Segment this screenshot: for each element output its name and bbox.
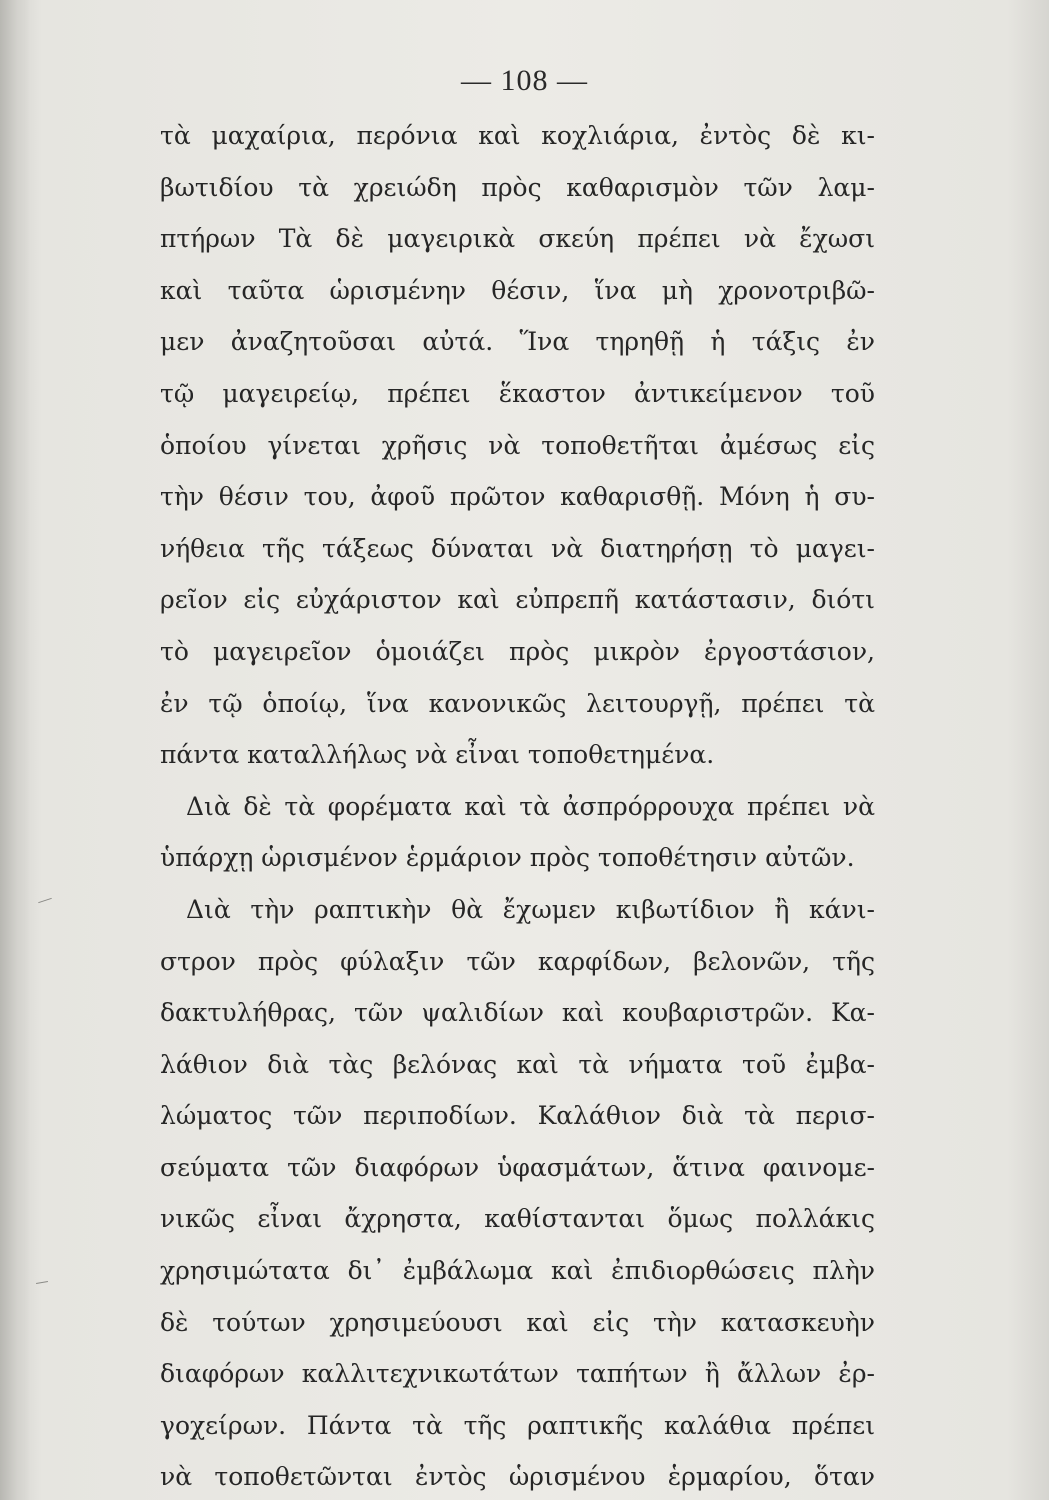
text-line: ἐν τῷ ὁποίῳ, ἵνα κανονικῶς λειτουργῇ, πρέπει τὰ <box>160 688 875 718</box>
text-line: τὰ μαχαίρια, περόνια καὶ κοχλιάρια, ἐντὸς δὲ κι- <box>160 121 875 150</box>
text-line: τῷ μαγειρείῳ, πρέπει ἕκαστον ἀντικείμενον τοῦ <box>160 378 875 408</box>
text-line: καὶ ταῦτα ὡρισμένην θέσιν, ἵνα μὴ χρονοτριβῶ- <box>160 275 875 305</box>
margin-mark <box>36 1281 48 1284</box>
text-line: Διὰ τὴν ραπτικὴν θὰ ἔχωμεν κιβωτίδιον ἢ κάνι- <box>186 894 875 924</box>
page-body-text <box>160 110 875 1500</box>
text-line: γοχείρων. Πάντα τὰ τῆς ραπτικῆς καλάθια πρέπει <box>160 1410 875 1440</box>
text-line: πτήρων Τὰ δὲ μαγειρικὰ σκεύη πρέπει νὰ ἔχωσι <box>160 224 875 254</box>
text-line: τὸ μαγειρεῖον ὁμοιάζει πρὸς μικρὸν ἐργοστάσιον, <box>160 636 875 666</box>
text-line: τὴν θέσιν του, ἀφοῦ πρῶτον καθαρισθῇ. Μόνη ἡ συ- <box>160 482 875 512</box>
text-line: νικῶς εἶναι ἄχρηστα, καθίστανται ὅμως πολλάκις <box>160 1204 875 1234</box>
text-line: νήθεια τῆς τάξεως δύναται νὰ διατηρήσῃ τὸ μαγει- <box>160 533 875 563</box>
text-line: βωτιδίου τὰ χρειώδη πρὸς καθαρισμὸν τῶν λαμ- <box>160 172 875 202</box>
text-line: διαφόρων καλλιτεχνικωτάτων ταπήτων ἢ ἄλλων ἐρ- <box>160 1359 875 1389</box>
text-line: ὑπάρχῃ ὡρισμένον ἑρμάριον πρὸς τοποθέτησιν αὐτῶν. <box>160 843 855 873</box>
margin-mark <box>38 898 52 903</box>
text-line: λάθιον διὰ τὰς βελόνας καὶ τὰ νήματα τοῦ ἐμβα- <box>160 1049 875 1079</box>
text-line: ρεῖον εἰς εὐχάριστον καὶ εὐπρεπῆ κατάστασιν, διότι <box>160 585 875 615</box>
text-line: χρησιμώτατα δι᾽ ἐμβάλωμα καὶ ἐπιδιορθώσεις πλὴν <box>160 1256 875 1286</box>
text-line: νὰ τοποθετῶνται ἐντὸς ὡρισμένου ἑρμαρίου, ὅταν <box>160 1462 875 1492</box>
text-line: λώματος τῶν περιποδίων. Καλάθιον διὰ τὰ περισ- <box>160 1101 875 1131</box>
page-number: — 108 — <box>461 64 588 97</box>
text-line: σεύματα τῶν διαφόρων ὑφασμάτων, ἅτινα φαινομε- <box>160 1152 875 1182</box>
text-line: ὁποίου γίνεται χρῆσις νὰ τοποθετῆται ἀμέσως εἰς <box>160 430 875 460</box>
page-gutter-shadow <box>0 0 30 1500</box>
text-line: πάντα καταλλήλως νὰ εἶναι τοποθετημένα. <box>160 740 715 770</box>
text-line: στρον πρὸς φύλαξιν τῶν καρφίδων, βελονῶν, τῆς <box>160 946 875 976</box>
text-line: Διὰ δὲ τὰ φορέματα καὶ τὰ ἀσπρόρρουχα πρέπει νὰ <box>186 791 875 821</box>
text-line: δὲ τούτων χρησιμεύουσι καὶ εἰς τὴν κατασκευὴν <box>160 1307 875 1337</box>
text-line: μεν ἀναζητοῦσαι αὐτά. Ἵνα τηρηθῇ ἡ τάξις ἐν <box>160 327 875 357</box>
text-line: δακτυλήθρας, τῶν ψαλιδίων καὶ κουβαριστρῶν. Κα- <box>160 998 875 1028</box>
